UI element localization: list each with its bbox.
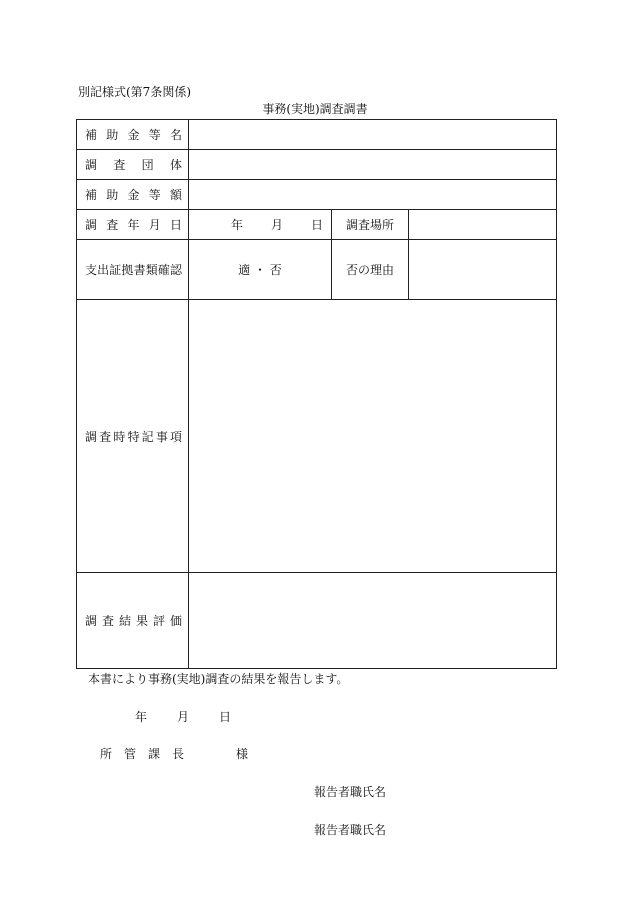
report-date-day: 日 (219, 710, 232, 724)
evaluation-field[interactable] (189, 573, 557, 669)
special-notes-label: 調査時特記事項 (77, 300, 189, 573)
subsidy-amount-label: 補助金等額 (77, 180, 189, 210)
survey-group-label: 調査団体 (77, 150, 189, 180)
subsidy-amount-field[interactable] (189, 180, 557, 210)
row-subsidy-amount (77, 180, 557, 210)
report-date (135, 711, 231, 723)
honorific: 様 (236, 747, 249, 761)
survey-form-table (76, 119, 557, 669)
date-year: 年 (230, 218, 243, 232)
date-month: 月 (270, 218, 283, 232)
report-date-year: 年 (135, 710, 148, 724)
report-statement: 本書により事務(実地)調査の結果を報告します。 (88, 672, 349, 686)
date-day: 日 (310, 218, 323, 232)
row-survey-group (77, 150, 557, 180)
row-special-notes (77, 300, 557, 573)
survey-group-field[interactable] (189, 150, 557, 180)
reporter-name-1: 報告者職氏名 (314, 785, 387, 799)
subsidy-name-field[interactable] (189, 120, 557, 150)
subsidy-name-label: 補助金等名 (77, 120, 189, 150)
receipt-check-value[interactable]: 適 ・ 否 (189, 240, 332, 300)
survey-place-field[interactable] (409, 210, 557, 240)
special-notes-field[interactable] (189, 300, 557, 573)
document-title: 事務(実地)調査調書 (262, 102, 368, 116)
reject-reason-field[interactable] (409, 240, 557, 300)
row-evaluation (77, 573, 557, 669)
survey-date-field[interactable] (189, 210, 332, 240)
report-date-month: 月 (177, 710, 190, 724)
receipt-check-label: 支出証拠書類確認 (77, 240, 189, 300)
row-survey-date (77, 210, 557, 240)
row-receipt-check (77, 240, 557, 300)
survey-place-label: 調査場所 (332, 210, 409, 240)
reject-reason-label: 否の理由 (332, 240, 409, 300)
row-subsidy-name (77, 120, 557, 150)
form-label: 別記様式(第7条関係) (78, 85, 191, 99)
section-chief-line (100, 748, 248, 760)
section-chief-label: 所管課長 (100, 747, 197, 761)
survey-date-label: 調査年月日 (77, 210, 189, 240)
reporter-name-2: 報告者職氏名 (314, 823, 387, 837)
evaluation-label: 調査結果評価 (77, 573, 189, 669)
